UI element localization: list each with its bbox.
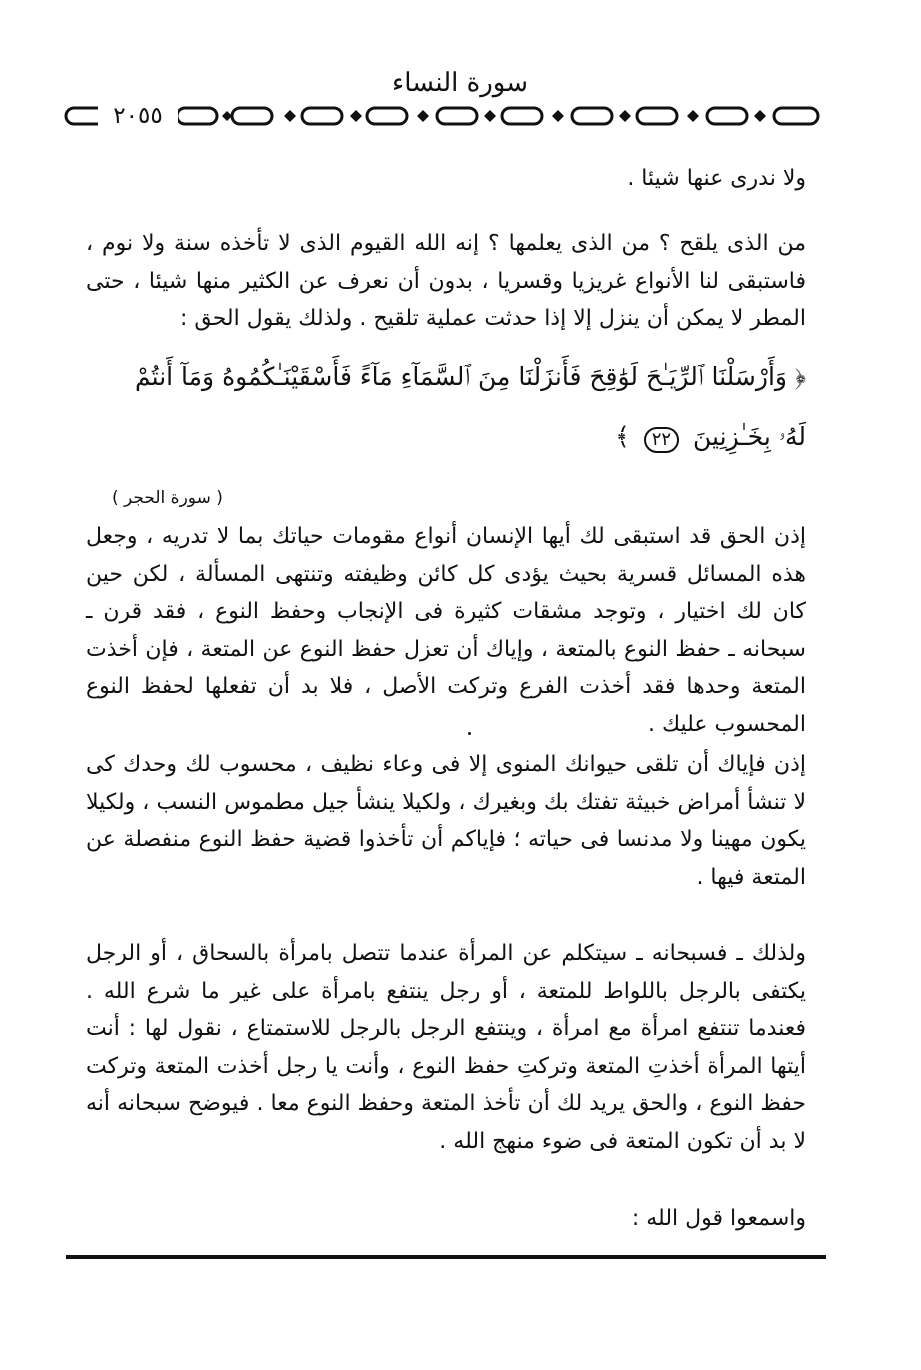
paragraph-closing: واسمعوا قول الله : <box>631 1206 806 1231</box>
bottom-rule <box>66 1255 826 1259</box>
paragraph-explanation: ولذلك ـ فسبحانه ـ سيتكلم عن المرأة عندما تتصل بامرأة بالسحاق ، أو الرجل يكتفى بالرجل باللواط للمتعة ، أو رجل ينتفع بامرأة على غير ما شرع الله . فعندما تنتفع امرأة مع امرأة ، وينتفع الرجل بالرجل للاستمتاع ، نقول لها : أنت أيتها المرأة أخذتِ المتعة وتركتِ حفظ النوع ، وأنت يا رجل أخذت المتعة وتركت حفظ النوع ، والحق يريد لك أن تأخذ المتعة وحفظ النوع معا . فيوضح سبحانه أنه لا بد أن تكون المتعة فى ضوء منهج الله . <box>86 941 806 1154</box>
paragraph-preservation: إذن الحق قد استبقى لك أيها الإنسان أنواع مقومات حياتك بما لا تدريه ، وجعل هذه المسائل قسرية بحيث يؤدى كل كائن وظيفته وتنتهى المسألة ، لكن حين كان لك اختيار ، وتوجد مشقات كثيرة فى الإنجاب وحفظ النوع ، فقد قرن ـ سبحانه ـ حفظ النوع بالمتعة ، وإياك أن تعزل حفظ النوع عن المتعة ، فإن أخذت المتعة وحدها فقد أخذت الفرع وتركت الأصل ، فلا بد أن تفعلها لحفظ النوع المحسوب عليك . <box>86 524 806 737</box>
verse-close-bracket: ﴾ <box>615 422 630 451</box>
surah-title: سورة النساء <box>392 68 528 98</box>
paragraph-pollination: من الذى يلقح ؟ من الذى يعلمها ؟ إنه الله القيوم الذى لا تأخذه سنة ولا نوم ، فاستبقى لنا الأنواع غريزيا وقسريا ، بدون أن نعرف عن الكثير منها شيئا ، حتى المطر لا يمكن أن ينزل إلا إذا حدثت عملية تلقيح . ولذلك يقول الحق : <box>86 231 806 331</box>
verse-text: وَأَرْسَلْنَا ٱلرِّيَـٰحَ لَوَٰقِحَ فَأَنزَلْنَا مِنَ ٱلسَّمَآءِ مَآءً فَأَسْقَيْنَـٰكُمُوهُ وَمَآ أَنتُمْ لَهُۥ بِخَـٰزِنِينَ <box>135 362 806 451</box>
stray-dot <box>468 732 471 735</box>
verse-source: ( سورة الحجر ) <box>112 488 223 508</box>
page-header <box>0 0 921 135</box>
paragraph-warning: إذن فإياك أن تلقى حيوانك المنوى إلا فى وعاء نظيف ، محسوب لك وحدك كى لا تنشأ أمراض خبيثة تفتك بك وبغيرك ، ولكيلا ينشأ جيل مطموس النسب ، ولكيلا يكون مهينا ولا مدنسا فى حياته ؛ فإياكم أن تأخذوا قضية حفظ النوع منفصلة عن المتعة فيها . <box>86 752 806 890</box>
quran-verse <box>106 347 806 467</box>
paragraph-intro: ولا ندرى عنها شيئا . <box>627 166 806 191</box>
page-number: ٢٠٥٥ <box>98 100 178 132</box>
verse-number: ٢٢ <box>644 427 679 453</box>
verse-open-bracket: ﴿ <box>794 362 806 391</box>
